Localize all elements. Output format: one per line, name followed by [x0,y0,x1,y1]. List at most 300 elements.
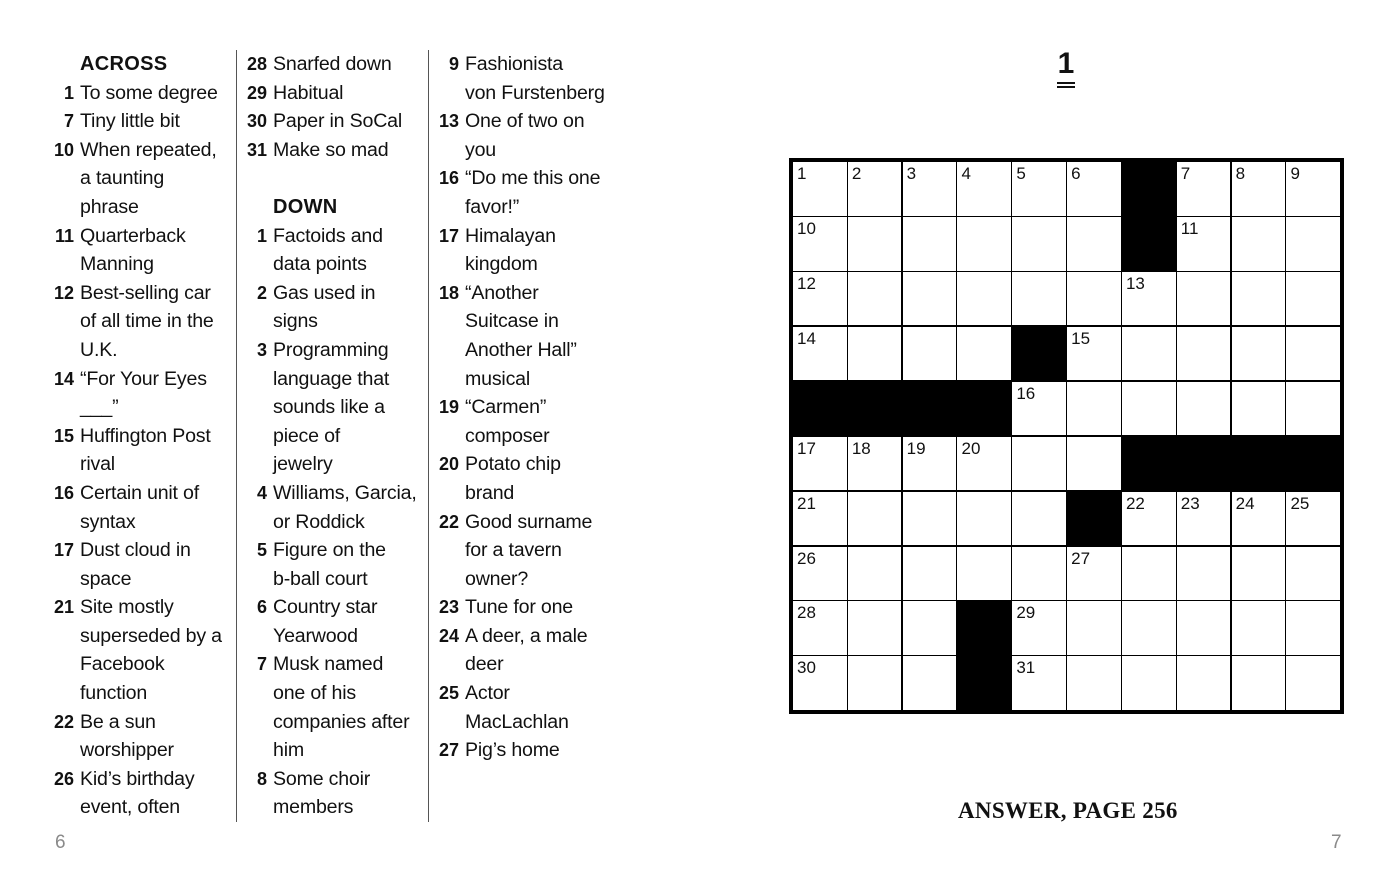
clue-column-2 [236,50,423,822]
clue-number [40,164,80,193]
grid-cell-black [848,382,902,436]
clue-text: Tune for one [465,596,573,619]
grid-cell[interactable] [1286,382,1340,436]
across-clue-12-line [40,336,232,365]
clue-number: 9 [448,54,459,74]
grid-cell-number: 7 [1180,164,1191,183]
puzzle-number [1046,48,1086,88]
grid-cell[interactable] [1122,601,1176,655]
down-clue-24 [429,622,629,651]
grid-cell[interactable] [848,656,902,710]
clue-text: Some choir [273,767,371,790]
down-clue-1-line [237,250,423,279]
down-clue-1 [237,222,423,251]
clue-text: Paper in SoCal [273,110,402,133]
grid-cell-black [957,656,1011,710]
grid-cell[interactable] [903,272,957,326]
across-clue-15 [40,422,232,451]
down-clue-17-line [429,250,629,279]
grid-cell[interactable] [957,437,1011,491]
grid-cell-black [1232,437,1286,491]
clue-number: 3 [256,339,267,360]
grid-cell[interactable] [848,272,902,326]
across-clue-28 [237,50,423,79]
clue-number: 7 [63,111,74,132]
grid-cell[interactable] [1122,547,1176,601]
across-clue-12-line [40,307,232,336]
grid-cell[interactable] [1232,162,1286,216]
grid-cell-number: 26 [797,548,816,568]
clue-text: for a tavern [465,539,562,562]
clue-text: Dust cloud in [80,539,191,562]
clue-number [429,336,465,365]
clue-number [429,650,465,679]
grid-cell[interactable] [1177,656,1231,710]
grid-cell-number: 18 [851,438,871,458]
across-clue-29 [237,79,423,108]
down-clue-9-line [429,79,629,108]
grid-cell[interactable] [1122,382,1176,436]
clue-text: kingdom [465,253,538,276]
grid-cell[interactable] [1067,601,1121,655]
grid-cell[interactable] [793,656,847,710]
clue-number: 15 [53,425,74,446]
clue-number: 20 [438,454,459,475]
clue-number: 19 [438,397,459,418]
clue-text: favor!” [465,195,520,218]
grid-cell[interactable] [957,162,1011,216]
down-clue-6-line [237,622,423,651]
page-number-left: 6 [55,832,66,853]
grid-cell-number: 4 [961,164,971,183]
across-heading: ACROSS [80,53,168,75]
across-clue-11-line [40,250,232,279]
across-clue-21-line [40,622,232,651]
clue-text: space [80,567,132,590]
grid-cell[interactable] [1067,656,1121,710]
clue-number [40,336,80,365]
clue-text: brand [465,481,515,504]
across-clue-14 [40,365,232,394]
grid-cell-number: 23 [1180,493,1200,513]
clue-text: musical [465,367,531,390]
grid-cell-black [1122,162,1176,216]
grid-cell-black [957,382,1011,436]
down-clue-7-line [237,736,423,765]
across-clue-31 [237,136,423,165]
clue-text: Be a sun [80,710,156,733]
clue-text: Huffington Post [80,424,211,447]
clue-number [429,565,465,594]
clue-text: “For Your Eyes [80,367,207,390]
across-clue-16 [40,479,232,508]
grid-cell[interactable] [1067,547,1121,601]
grid-cell[interactable] [848,601,902,655]
clue-number [237,736,273,765]
grid-cell-number: 11 [1180,218,1199,238]
grid-cell-number: 19 [906,438,926,458]
down-clue-3-line [237,365,423,394]
grid-cell[interactable] [1286,162,1340,216]
grid-cell-number: 9 [1290,164,1300,183]
grid-cell[interactable] [903,162,957,216]
down-clue-17 [429,222,629,251]
page-number-right: 7 [1331,832,1342,853]
clue-number: 18 [438,282,459,303]
down-clue-3-line [237,393,423,422]
clue-text: U.K. [80,338,118,361]
clue-text: Actor [465,682,510,705]
clue-number: 22 [53,711,74,732]
across-clue-21-line [40,679,232,708]
grid-cell-black [957,601,1011,655]
across-clue-22-line [40,736,232,765]
clue-text: Fashionista [465,53,563,75]
clue-number [237,450,273,479]
grid-cell[interactable] [1286,547,1340,601]
clue-number: 16 [438,168,459,189]
clue-text: a taunting [80,167,165,190]
grid-cell-number: 20 [961,438,981,458]
grid-cell[interactable] [1067,272,1121,326]
clue-number [237,250,273,279]
clue-number: 28 [246,54,267,74]
grid-cell-black [1177,437,1231,491]
clue-text: owner? [465,567,529,590]
clue-text: Facebook [80,653,165,676]
grid-cell[interactable] [903,437,957,491]
clue-text: him [273,739,304,762]
clue-text: Make so mad [273,138,389,161]
clue-text: function [80,682,148,705]
grid-cell[interactable] [1067,382,1121,436]
clue-number [237,422,273,451]
clue-text: sounds like a [273,396,385,419]
grid-cell[interactable] [793,601,847,655]
clue-number [237,793,273,822]
grid-cell-number: 29 [1016,603,1036,623]
down-clue-8-line [237,793,423,822]
clue-text: rival [80,453,115,476]
clue-number [237,508,273,537]
grid-cell[interactable] [793,272,847,326]
grid-cell-black [1122,217,1176,271]
grid-cell[interactable] [848,492,902,546]
down-clue-6 [237,593,423,622]
clue-text: MacLachlan [465,710,569,733]
grid-cell[interactable] [793,327,847,381]
clue-text: When repeated, [80,138,217,161]
clue-text: Pig’s home [465,739,560,762]
across-clue-30 [237,107,423,136]
grid-cell[interactable] [1012,437,1066,491]
across-clue-1 [40,79,232,108]
grid-cell[interactable] [793,492,847,546]
down-clue-7-line [237,708,423,737]
clue-text: Certain unit of [80,481,199,504]
down-clue-list-continued [429,50,629,765]
grid-cell[interactable] [1012,382,1066,436]
grid-cell[interactable] [1177,327,1231,381]
grid-cell[interactable] [903,547,957,601]
clue-number [429,193,465,222]
section-gap [237,164,423,193]
clue-text: von Furstenberg [465,81,605,104]
grid-cell[interactable] [903,601,957,655]
down-clue-13-line [429,136,629,165]
grid-cell-number: 3 [906,164,917,183]
grid-cell-black [1067,492,1121,546]
clue-number: 29 [246,82,267,103]
clue-text: One of two on [465,110,585,133]
grid-cell[interactable] [903,492,957,546]
clue-text: “Another [465,281,539,304]
clue-number: 22 [438,511,459,532]
grid-cell[interactable] [1232,382,1286,436]
across-clue-10-line [40,193,232,222]
clue-number [40,307,80,336]
clue-number [429,708,465,737]
clue-number: 12 [53,282,74,303]
clue-text: piece of [273,424,341,447]
clue-text: event, often [80,796,180,819]
grid-cell[interactable] [1067,437,1121,491]
clue-text: “Carmen” [465,396,547,419]
grid-cell[interactable] [903,217,957,271]
clue-text: Himalayan [465,224,556,247]
grid-cell[interactable] [1232,272,1286,326]
grid-cell[interactable] [1012,601,1066,655]
grid-cell[interactable] [1286,217,1340,271]
grid-cell[interactable] [793,217,847,271]
across-clue-21-line [40,650,232,679]
clue-number [40,650,80,679]
down-clue-3 [237,336,423,365]
grid-cell[interactable] [1122,272,1176,326]
clue-text: members [273,796,354,819]
clue-number: 23 [438,597,459,618]
clue-number [429,136,465,165]
clue-column-1 [40,50,232,822]
clue-text: Williams, Garcia, [273,481,417,504]
down-clue-7 [237,650,423,679]
clue-number: 10 [53,139,74,160]
grid-cell[interactable] [1232,656,1286,710]
grid-cell[interactable] [1122,656,1176,710]
clue-text: superseded by a [80,624,222,647]
down-clue-4-line [237,508,423,537]
grid-cell[interactable] [848,162,902,216]
clue-number [429,536,465,565]
grid-cell-number: 15 [1071,328,1091,348]
down-clue-9 [429,50,629,79]
clue-number: 8 [256,768,267,789]
clue-text: data points [273,253,367,276]
across-clue-11 [40,222,232,251]
across-clue-10-line [40,164,232,193]
grid-cell[interactable] [1232,547,1286,601]
grid-cell[interactable] [793,437,847,491]
clue-column-3 [428,50,629,822]
grid-cell[interactable] [848,327,902,381]
grid-cell[interactable] [1286,656,1340,710]
grid-cell[interactable] [1177,382,1231,436]
clue-text: Manning [80,253,154,276]
grid-cell[interactable] [957,327,1011,381]
clue-number [40,793,80,822]
clue-number: 7 [256,654,267,675]
clue-number: 26 [53,768,74,789]
down-clue-25 [429,679,629,708]
grid-cell[interactable] [1286,327,1340,381]
clue-text: Good surname [465,510,593,533]
down-clue-18-line [429,336,629,365]
clue-text: deer [465,653,504,676]
grid-cell[interactable] [793,547,847,601]
clue-number: 27 [438,740,459,761]
down-clue-19 [429,393,629,422]
down-clue-24-line [429,650,629,679]
grid-cell[interactable] [1122,492,1176,546]
grid-cell-number: 5 [1016,164,1026,183]
crossword-grid [789,158,1344,714]
clue-text: one of his [273,682,356,705]
down-clue-16 [429,164,629,193]
clue-number [237,622,273,651]
clue-text: Habitual [273,81,344,104]
clue-text: Gas used in [273,281,376,304]
grid-cell[interactable] [957,547,1011,601]
grid-cell-number: 10 [797,218,816,238]
grid-cell[interactable] [1232,492,1286,546]
grid-cell[interactable] [793,162,847,216]
across-clue-26-line [40,793,232,822]
down-clue-13 [429,107,629,136]
grid-cell[interactable] [1286,601,1340,655]
across-clue-list [40,79,232,822]
grid-cell-number: 22 [1125,493,1145,513]
grid-cell-black [903,382,957,436]
grid-cell[interactable] [957,492,1011,546]
grid-cell[interactable] [903,327,957,381]
grid-cell[interactable] [1012,162,1066,216]
clue-text: language that [273,367,390,390]
down-clue-18-line [429,365,629,394]
grid-cell[interactable] [1232,327,1286,381]
clue-number [429,365,465,394]
clue-text: Tiny little bit [80,110,180,133]
clue-number [40,736,80,765]
down-clue-8 [237,765,423,794]
grid-cell[interactable] [1012,656,1066,710]
grid-cell[interactable] [1122,327,1176,381]
clue-text: companies after [273,710,410,733]
puzzle-number-text: 1 [1057,47,1075,80]
clue-number [429,422,465,451]
clue-text: ___” [80,396,119,419]
grid-cell[interactable] [1286,492,1340,546]
grid-cell[interactable] [1012,217,1066,271]
across-clue-26 [40,765,232,794]
grid-cell[interactable] [1177,601,1231,655]
grid-cell[interactable] [1177,272,1231,326]
down-clue-20 [429,450,629,479]
down-clue-list [237,222,423,822]
down-clue-22-line [429,565,629,594]
clue-text: Site mostly [80,596,174,619]
grid-cell-black [793,382,847,436]
grid-cell[interactable] [1177,492,1231,546]
grid-cell-number: 14 [797,328,816,348]
clue-number: 14 [53,368,74,389]
grid-cell-number: 28 [797,603,816,623]
clue-text: Musk named [273,653,384,676]
down-clue-16-line [429,193,629,222]
clue-number: 6 [256,597,267,618]
clue-text: b-ball court [273,567,368,590]
grid-cell-black [1012,327,1066,381]
grid-cell[interactable] [1067,327,1121,381]
clue-number [237,307,273,336]
answer-reference: ANSWER, PAGE 256 [958,798,1178,823]
down-clue-5 [237,536,423,565]
grid-cell[interactable] [1232,601,1286,655]
across-clue-17 [40,536,232,565]
down-clue-18-line [429,307,629,336]
grid-cell[interactable] [1177,162,1231,216]
grid-cell[interactable] [1012,547,1066,601]
down-clue-25-line [429,708,629,737]
clue-number [40,193,80,222]
clue-number: 1 [63,82,74,103]
across-clue-21 [40,593,232,622]
grid-cell[interactable] [1012,272,1066,326]
grid-cell[interactable] [957,217,1011,271]
grid-cell-number: 30 [797,658,816,678]
grid-cell[interactable] [848,217,902,271]
grid-cell[interactable] [1177,547,1231,601]
down-clue-2-line [237,307,423,336]
clue-number [429,307,465,336]
grid-cell-number: 2 [851,164,862,183]
clue-text: Quarterback [80,224,186,247]
clue-number: 21 [53,597,74,618]
across-clue-10 [40,136,232,165]
down-clue-5-line [237,565,423,594]
grid-cell-number: 27 [1071,548,1091,568]
clue-number [40,622,80,651]
grid-cell[interactable] [1177,217,1231,271]
clue-number: 25 [438,683,459,704]
down-clue-22-line [429,536,629,565]
grid-cell[interactable] [903,656,957,710]
clue-text: Suitcase in [465,310,559,333]
grid-cell[interactable] [1067,162,1121,216]
grid-cell[interactable] [957,272,1011,326]
clue-number [237,708,273,737]
grid-cell[interactable] [848,547,902,601]
grid-cell[interactable] [1286,272,1340,326]
grid-cell[interactable] [1012,492,1066,546]
grid-cell[interactable] [1232,217,1286,271]
clue-number [237,565,273,594]
puzzle-number-underline [1057,82,1075,84]
across-clue-list-continued [237,50,423,164]
across-clue-17-line [40,565,232,594]
grid-cell[interactable] [1067,217,1121,271]
grid-cell[interactable] [848,437,902,491]
clue-text: of all time in the [80,310,214,333]
